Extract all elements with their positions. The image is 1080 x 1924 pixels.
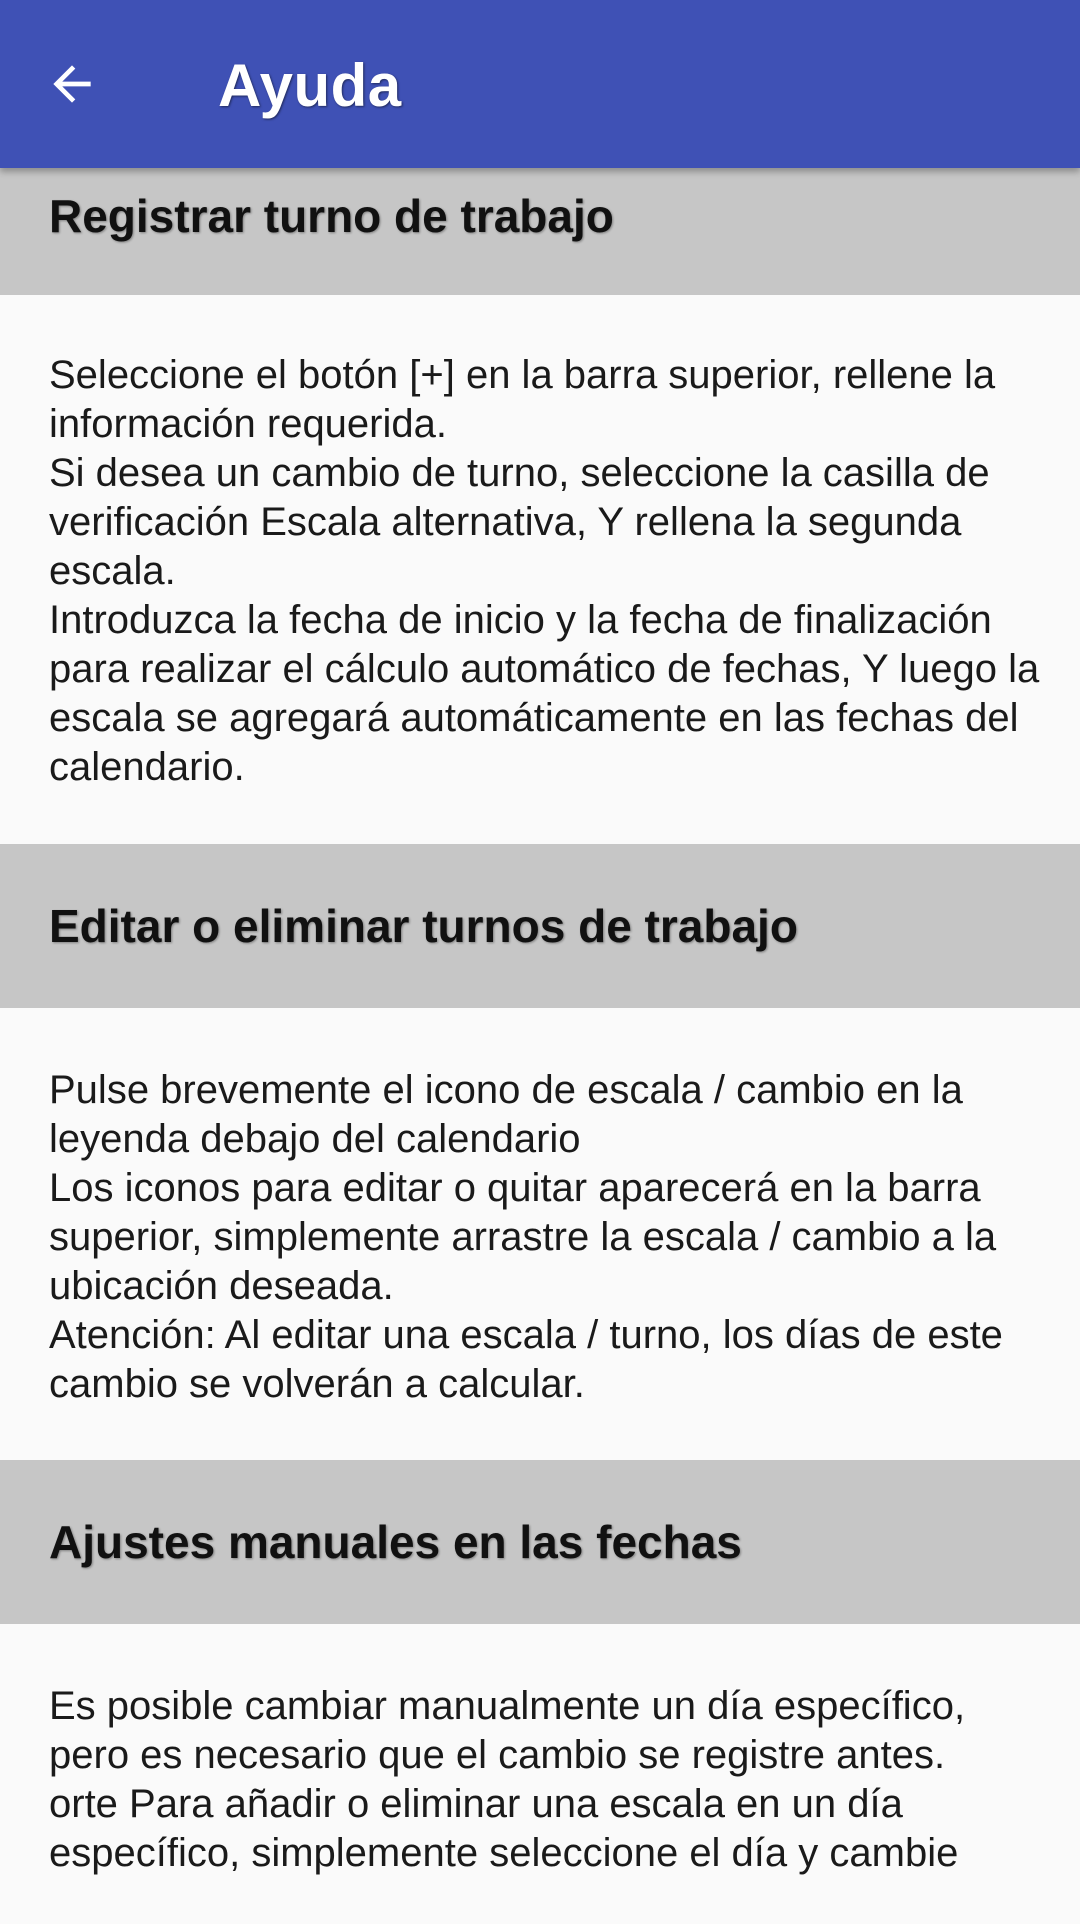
section-header (0, 844, 1080, 1008)
help-content[interactable] (0, 168, 1080, 1875)
section-title: Editar o eliminar turnos de trabajo (49, 900, 798, 952)
section-header (0, 168, 1080, 295)
arrow-left-icon (44, 56, 100, 112)
section-title: Registrar turno de trabajo (49, 190, 614, 242)
page-title: Ayuda (218, 52, 402, 119)
help-section-edit-delete-shifts (0, 844, 1080, 1460)
help-section-register-shift (0, 168, 1080, 844)
section-body (0, 1008, 1080, 1460)
section-text: Seleccione el botón [+] en la barra superior, rellene la información requerida. Si desea un cambio de turno, seleccione la casilla de verificación Escala alternativa, Y rellena la segunda escala. Introduzca la fecha de inicio y la fecha de finalización para realizar el cálculo automático de fechas, Y luego la escala se agregará automáticamente en las fechas del calendario. (49, 353, 1040, 789)
section-title: Ajustes manuales en las fechas (49, 1516, 742, 1568)
section-body (0, 1624, 1080, 1924)
back-button[interactable] (24, 36, 120, 132)
section-body (0, 295, 1080, 844)
section-text: Es posible cambiar manualmente un día específico, pero es necesario que el cambio se registre antes. orte Para añadir o eliminar una escala en un día específico, simplemente seleccione el día y cambie (49, 1684, 966, 1875)
help-section-manual-adjustments (0, 1460, 1080, 1924)
app-bar (0, 0, 1080, 168)
section-header (0, 1460, 1080, 1624)
section-text: Pulse brevemente el icono de escala / cambio en la leyenda debajo del calendario Los iconos para editar o quitar aparecerá en la barra superior, simplemente arrastre la escala / cambio a la ubicación deseada. Atención: Al editar una escala / turno, los días de este cambio se volverán a calcular. (49, 1068, 1003, 1406)
